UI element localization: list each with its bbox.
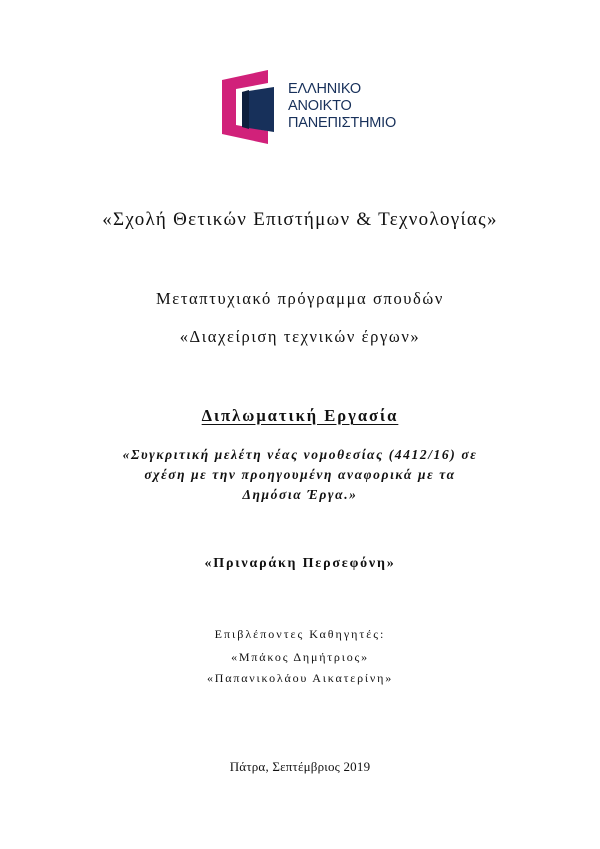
thesis-title xyxy=(60,445,540,505)
program-type: Μεταπτυχιακό πρόγραμμα σπουδών xyxy=(156,289,444,308)
program-name: «Διαχείριση τεχνικών έργων» xyxy=(179,327,421,346)
document-type-label: Διπλωματική Εργασία xyxy=(201,406,399,425)
thesis-title-line: Δημόσια Έργα.» xyxy=(242,487,358,502)
logo-wordmark xyxy=(288,81,396,132)
date-line: Πάτρα, Σεπτέμβριος 2019 xyxy=(229,759,371,774)
logo-line: ΕΛΛΗΝΙΚΟ xyxy=(288,81,361,97)
supervisor-name: «Μπάκος Δημήτριος» xyxy=(231,650,369,664)
supervisor-name: «Παπανικολάου Αικατερίνη» xyxy=(206,671,394,685)
author-name: «Πριναράκη Περσεφόνη» xyxy=(204,556,396,571)
thesis-title-line: σχέση με την προηγουμένη αναφορικά με τα xyxy=(144,467,456,482)
thesis-title-line: «Συγκριτική μελέτη νέας νομοθεσίας (4412/16) σε xyxy=(122,447,478,462)
logo-line: ΑΝΟΙΚΤΟ xyxy=(288,98,352,114)
university-logo xyxy=(222,70,412,144)
logo-mark-icon xyxy=(222,70,284,144)
school-name: «Σχολή Θετικών Επιστήμων & Τεχνολογίας» xyxy=(102,209,498,230)
document-type xyxy=(0,406,600,426)
supervisors-label: Επιβλέποντες Καθηγητές: xyxy=(214,627,386,641)
logo-line: ΠΑΝΕΠΙΣΤΗΜΙΟ xyxy=(288,115,397,131)
